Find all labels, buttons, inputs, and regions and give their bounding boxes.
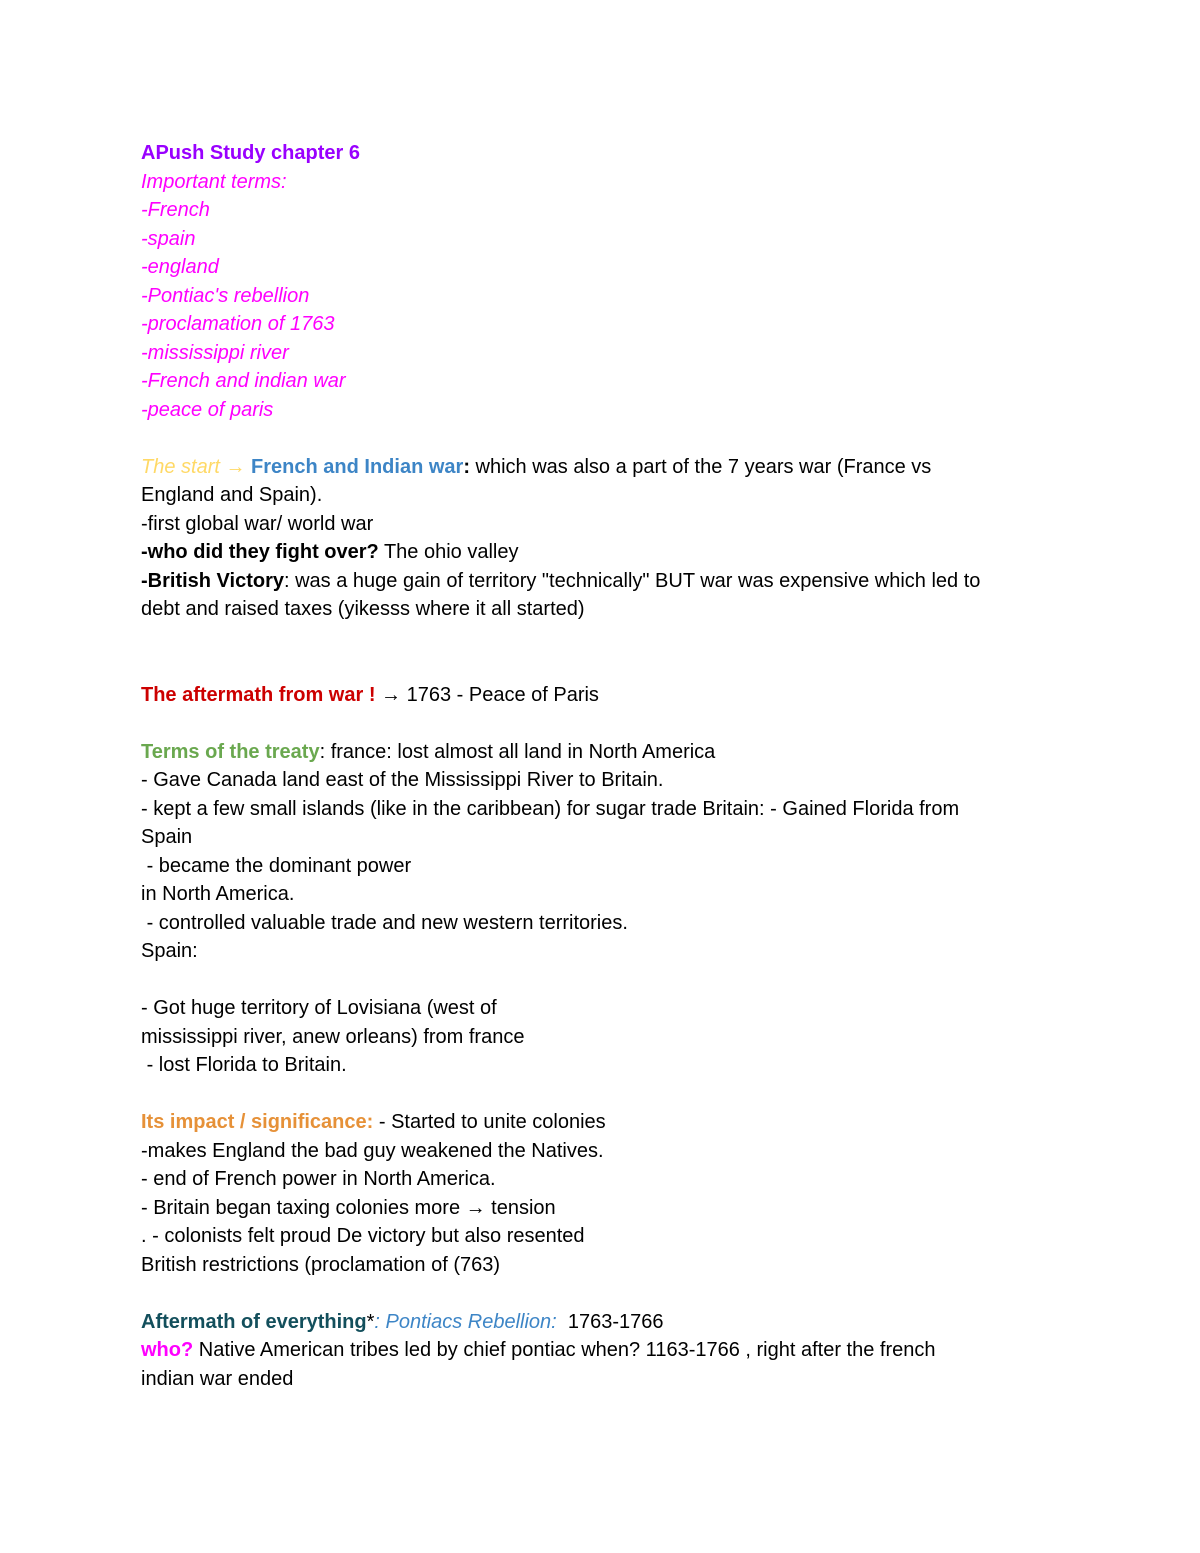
treaty-item: Spain:: [141, 940, 198, 962]
treaty-item: - became the dominant power: [141, 854, 412, 877]
term-item: -spain: [141, 227, 196, 250]
impact-item: -makes England the bad guy weakened the Natives.: [141, 1139, 604, 1162]
everything-heading: Aftermath of everything: [141, 1310, 367, 1333]
treaty-item: Spain: [141, 826, 193, 848]
spain-item: - Got huge territory of Lovisiana (west of: [141, 997, 497, 1019]
first-global-war-line: -first global war/ world war: [141, 512, 374, 535]
british-victory-text-continued: debt and raised taxes (yikesss where it all started): [141, 598, 585, 620]
start-label: The start →: [141, 455, 246, 478]
everything-star: *: [366, 1310, 375, 1333]
term-item: -Pontiac's rebellion: [141, 284, 310, 307]
spacer: [141, 1279, 1061, 1308]
important-terms-heading: Important terms:: [141, 170, 287, 193]
impact-item: British restrictions (proclamation of (763): [141, 1253, 501, 1276]
spacer: [141, 624, 1061, 681]
spacer: [141, 966, 1061, 995]
impact-heading: Its impact / significance:: [141, 1111, 374, 1133]
fight-over-answer: The ohio valley: [378, 541, 519, 563]
impact-item: - end of French power in North America.: [141, 1168, 496, 1190]
document-page: [141, 139, 1061, 1393]
term-item: -French and indian war: [141, 370, 346, 392]
spain-item: - lost Florida to Britain.: [141, 1054, 347, 1076]
impact-item: - Britain began taxing colonies more → tension: [141, 1196, 556, 1219]
treaty-item: - kept a few small islands (like in the caribbean) for sugar trade Britain: - Gained Florida from: [141, 797, 960, 820]
spacer: [141, 424, 1061, 453]
treaty-item: - Gave Canada land east of the Mississippi River to Britain.: [141, 769, 664, 791]
who-label: who?: [141, 1339, 194, 1361]
impact-text: - Started to unite colonies: [373, 1111, 606, 1133]
fight-over-line: [141, 538, 1061, 567]
everything-colon: :: [374, 1310, 386, 1333]
pontiacs-rebellion-label: Pontiacs Rebellion:: [385, 1310, 557, 1333]
start-colon: :: [463, 455, 470, 478]
treaty-text: : france: lost almost all land in North America: [319, 740, 716, 763]
who-text-continued: indian war ended: [141, 1367, 294, 1390]
start-line: [141, 453, 1061, 482]
term-item: -peace of paris: [141, 398, 274, 421]
term-item: -mississippi river: [141, 341, 289, 364]
document-title: APush Study chapter 6: [141, 142, 360, 164]
british-victory-text: : was a huge gain of territory "technically" BUT war was expensive which led to: [284, 569, 981, 592]
spacer: [141, 1080, 1061, 1109]
treaty-line: [141, 738, 1061, 767]
treaty-item: in North America.: [141, 883, 295, 905]
french-indian-war-heading: French and Indian war: [251, 455, 464, 478]
term-item: -French: [141, 199, 210, 221]
term-item: -proclamation of 1763: [141, 313, 335, 335]
aftermath-heading: The aftermath from war !: [141, 683, 376, 706]
british-victory-label: -British Victory: [141, 569, 284, 592]
start-text-continued: England and Spain).: [141, 484, 323, 506]
aftermath-line: [141, 681, 1061, 710]
fight-over-question: -who did they fight over?: [141, 541, 379, 563]
start-text: which was also a part of the 7 years war (France vs: [469, 455, 932, 478]
who-line: [141, 1336, 1061, 1365]
spacer: [141, 709, 1061, 738]
who-text: Native American tribes led by chief pontiac when? 1163-1766 , right after the french: [193, 1339, 936, 1361]
term-item: -england: [141, 256, 219, 278]
british-victory-line: [141, 567, 1061, 596]
impact-item: . - colonists felt proud De victory but also resented: [141, 1225, 585, 1247]
everything-line: [141, 1308, 1061, 1337]
treaty-item: - controlled valuable trade and new western territories.: [141, 911, 628, 934]
rebellion-dates: 1763-1766: [556, 1310, 664, 1333]
treaty-heading: Terms of the treaty: [141, 740, 320, 763]
spain-item: mississippi river, anew orleans) from france: [141, 1025, 525, 1048]
impact-line: [141, 1108, 1061, 1137]
aftermath-text: → 1763 - Peace of Paris: [375, 683, 599, 706]
